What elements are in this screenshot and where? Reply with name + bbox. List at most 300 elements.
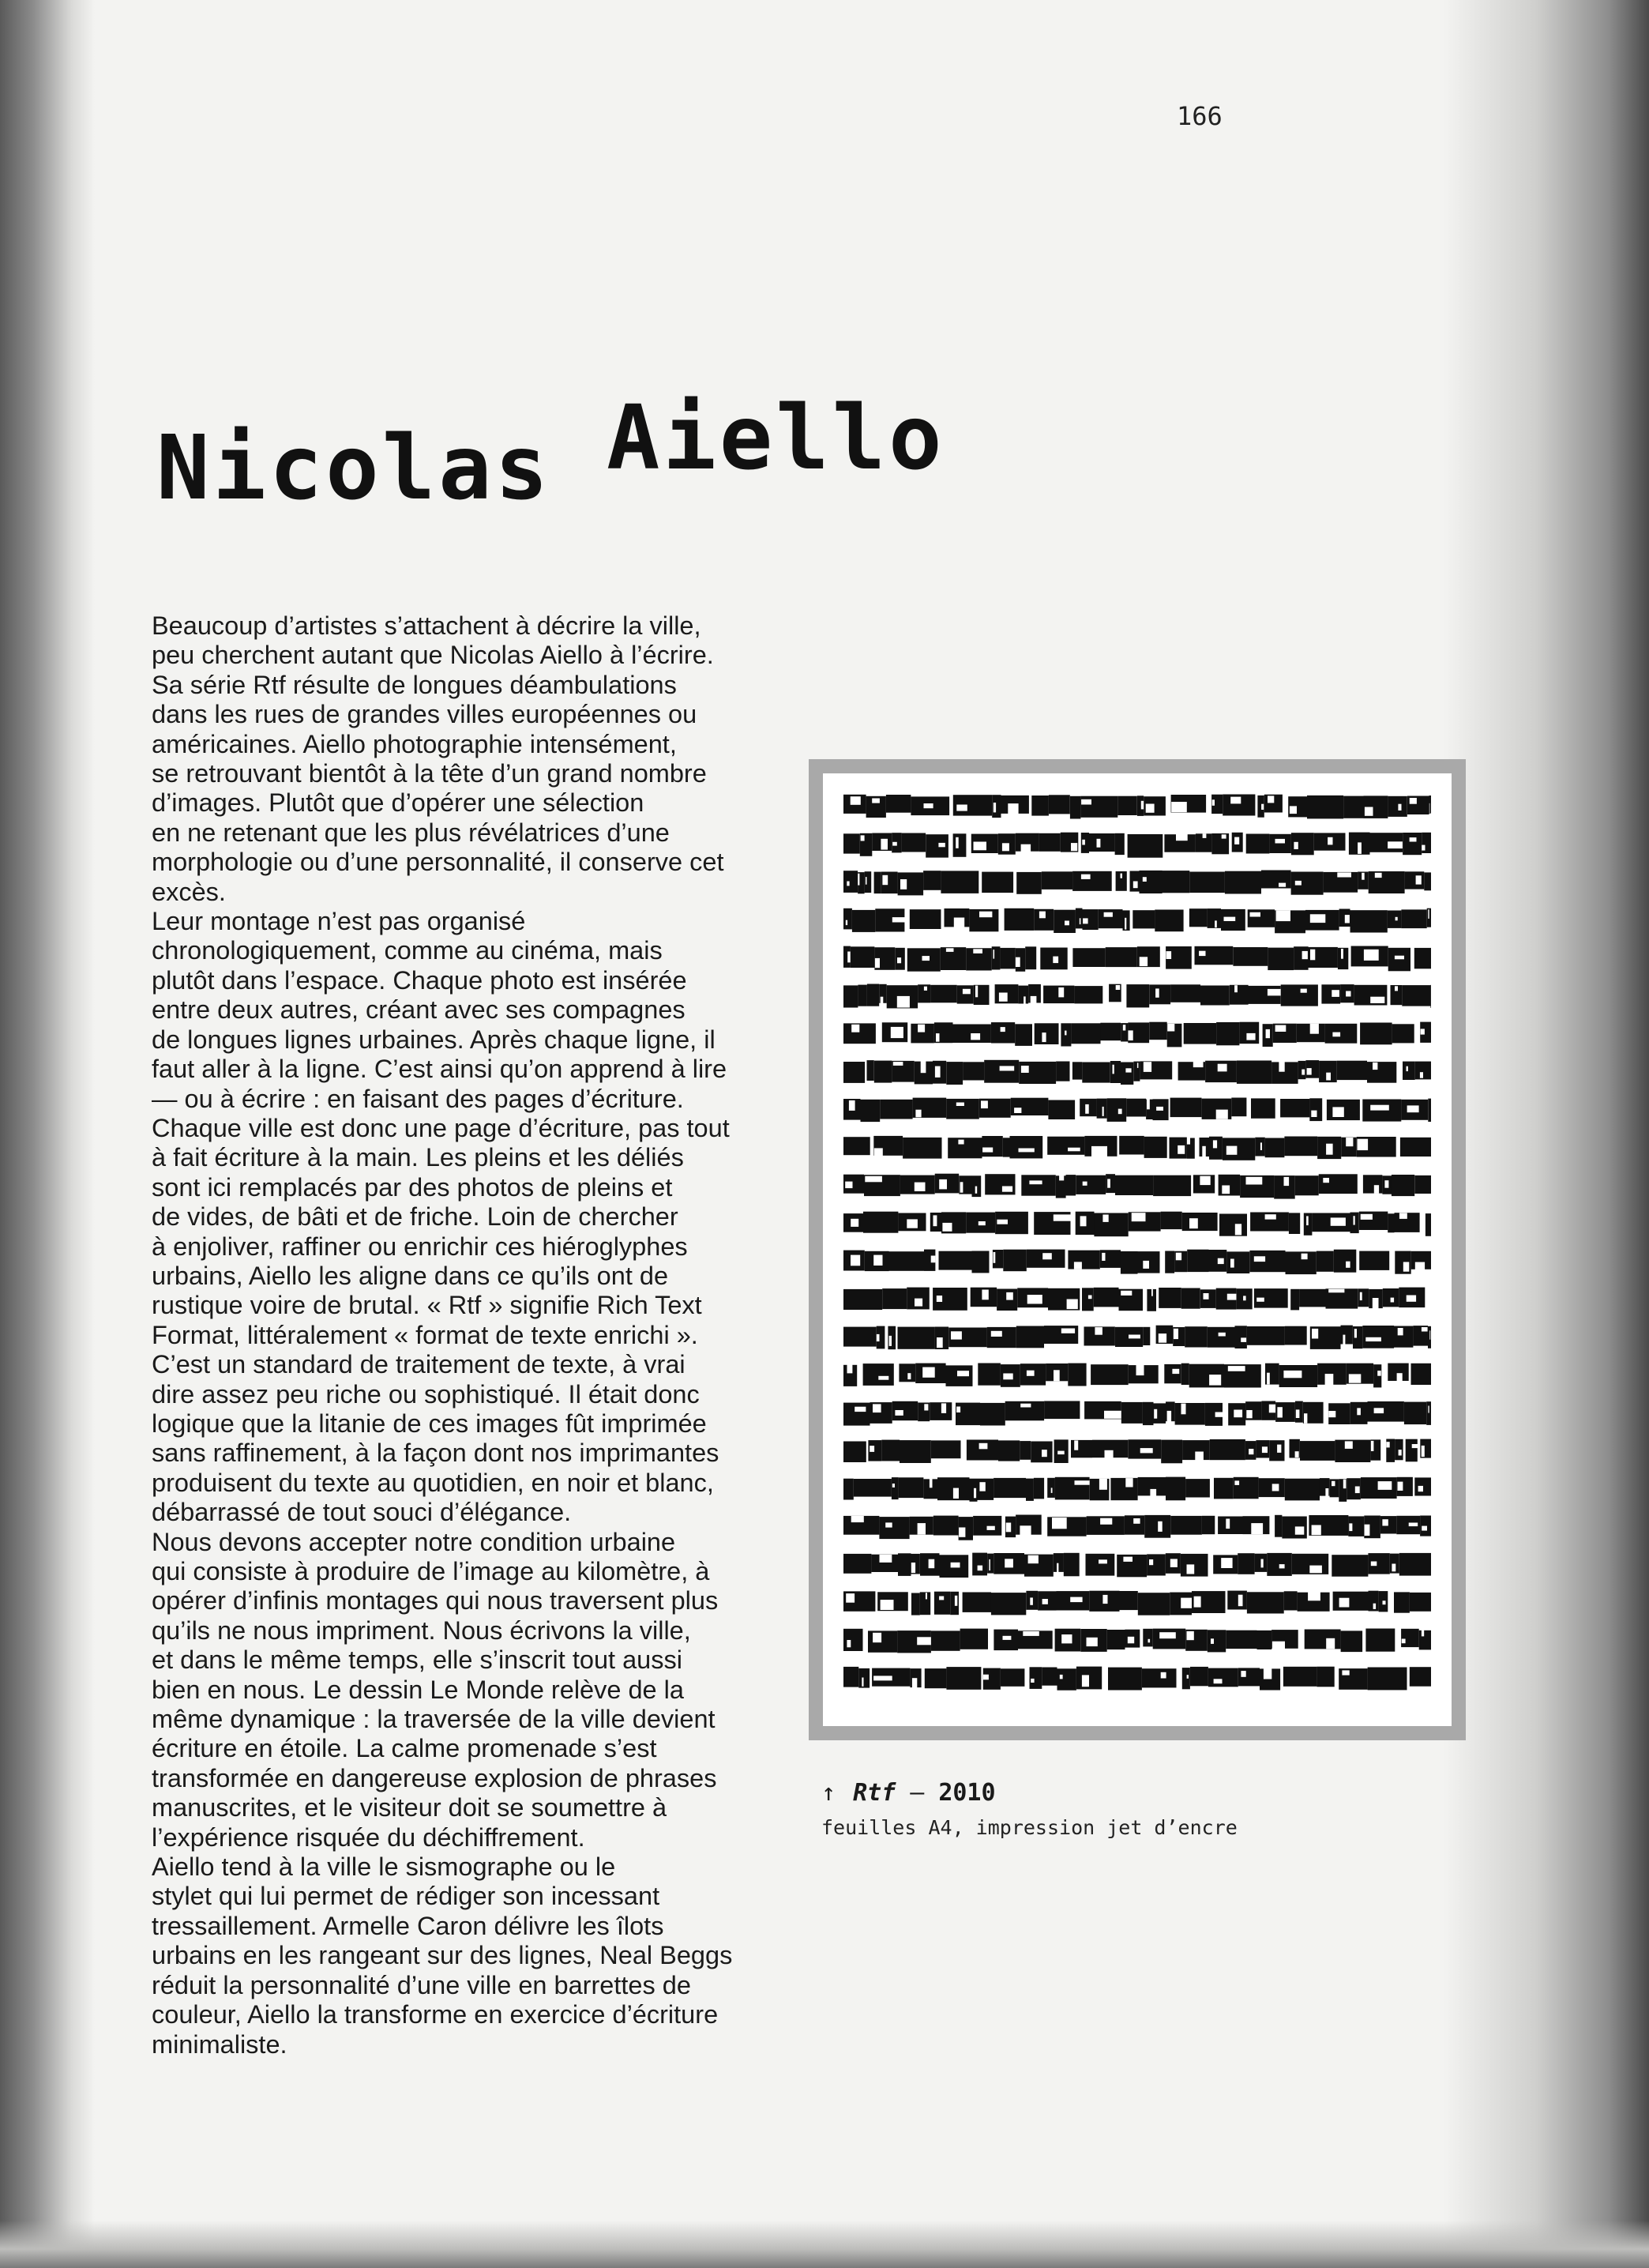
photo-highlight [878, 1376, 888, 1380]
photo-highlight [872, 799, 880, 803]
photo-highlight [1428, 909, 1429, 919]
body-line: urbains, Aiello les aligne dans ce qu’ils ont de [152, 1261, 669, 1290]
photo-fragment [1234, 1477, 1259, 1499]
photo-fragment [963, 1062, 984, 1080]
body-line: dans les rues de grandes villes européennes ou [152, 700, 697, 729]
photo-highlight [1129, 1335, 1140, 1339]
photo-highlight [858, 874, 859, 886]
photo-highlight [1399, 1450, 1402, 1455]
photo-fragment [1056, 1062, 1069, 1081]
photo-fragment [984, 1060, 1019, 1083]
photo-fragment [1072, 871, 1112, 891]
photo-strip [843, 908, 1431, 934]
photo-highlight [915, 1110, 921, 1118]
page-number: 166 [1177, 101, 1223, 131]
photo-highlight [877, 1334, 880, 1341]
photo-fragment [992, 946, 1001, 969]
body-line: minimaliste. [152, 2029, 287, 2059]
photo-fragment [982, 1136, 1002, 1157]
photo-highlight [1102, 1595, 1107, 1604]
photo-highlight [953, 1488, 959, 1499]
photo-highlight [851, 796, 861, 805]
body-line: entre deux autres, créant avec ses compagnes [152, 995, 686, 1025]
photo-highlight [1371, 1441, 1374, 1451]
photo-fragment [953, 833, 967, 857]
body-line: à fait écriture à la main. Les pleins et les déliés [152, 1143, 684, 1172]
photo-highlight [1155, 988, 1159, 997]
photo-highlight [1407, 1296, 1416, 1302]
photo-fragment [1414, 1175, 1431, 1194]
photo-highlight [946, 948, 954, 952]
photo-highlight [1150, 1489, 1156, 1500]
photo-fragment [1367, 1062, 1396, 1083]
body-line: Chaque ville est donc une page d’écriture, pas tout [152, 1113, 730, 1142]
photo-highlight [1290, 806, 1297, 814]
photo-highlight [1422, 845, 1425, 851]
photo-fragment [1430, 985, 1431, 1008]
photo-highlight [1020, 1525, 1031, 1536]
photo-fragment [1317, 1251, 1334, 1272]
photo-highlight [1429, 803, 1430, 813]
photo-fragment [1341, 1630, 1363, 1652]
photo-highlight [1019, 1149, 1035, 1153]
photo-highlight [1306, 1216, 1309, 1225]
photo-highlight [861, 835, 865, 841]
photo-highlight [1065, 1031, 1066, 1036]
photo-fragment [843, 985, 858, 1007]
photo-highlight [1346, 1138, 1353, 1146]
photo-strip [843, 1477, 1431, 1502]
photo-highlight [1422, 1327, 1428, 1332]
photo-highlight [1325, 1488, 1328, 1497]
photo-fragment [1284, 1591, 1298, 1610]
photo-highlight [1052, 1518, 1067, 1529]
photo-fragment [1335, 1440, 1370, 1462]
photo-highlight [1328, 837, 1332, 845]
photo-highlight [1410, 837, 1417, 841]
photo-highlight [1129, 1030, 1133, 1040]
photo-highlight [1222, 834, 1226, 838]
photo-fragment [858, 1668, 870, 1688]
photo-highlight [907, 1219, 918, 1228]
photo-fragment [1074, 986, 1102, 1003]
body-line: stylet qui lui permet de rédiger son incessant [152, 1882, 660, 1911]
photo-fragment [1410, 1667, 1431, 1687]
photo-highlight [1218, 1064, 1227, 1072]
photo-fragment [1161, 1212, 1182, 1229]
photo-fragment [1225, 871, 1261, 894]
photo-highlight [1279, 1062, 1284, 1072]
photo-highlight [1267, 1373, 1270, 1385]
photo-highlight [847, 1364, 853, 1373]
photo-fragment [863, 1212, 898, 1233]
photo-fragment [1187, 1250, 1208, 1272]
photo-fragment [1368, 1401, 1404, 1422]
photo-fragment [1175, 1403, 1205, 1425]
photo-highlight [1051, 1488, 1053, 1493]
photo-highlight [1054, 1370, 1060, 1381]
photo-fragment [1047, 1137, 1084, 1155]
photo-highlight [1373, 1298, 1379, 1309]
photo-strip [843, 946, 1431, 972]
photo-highlight [1174, 1329, 1178, 1339]
photo-fragment [956, 1403, 980, 1426]
photo-highlight [847, 882, 849, 886]
photo-highlight [931, 1256, 936, 1263]
photo-fragment [1414, 948, 1431, 969]
photo-highlight [1277, 1407, 1283, 1417]
photo-highlight [1042, 1253, 1052, 1259]
photo-fragment [1401, 1629, 1419, 1647]
photo-fragment [1049, 795, 1070, 814]
photo-highlight [978, 1566, 983, 1571]
photo-highlight [1158, 1521, 1163, 1532]
body-line: excès. [152, 877, 226, 906]
photo-highlight [1167, 1411, 1172, 1422]
photo-fragment [851, 946, 875, 968]
photo-highlight [1121, 1291, 1132, 1296]
photo-fragment [939, 1251, 972, 1270]
photo-strip [843, 1439, 1431, 1464]
photo-highlight [1360, 1292, 1362, 1300]
photo-highlight [1104, 912, 1113, 917]
body-line: l’expérience risquée du déchiffrement. [152, 1822, 585, 1852]
photo-highlight [1365, 807, 1373, 816]
photo-highlight [1140, 1448, 1153, 1453]
photo-highlight [1100, 1518, 1112, 1525]
photo-fragment [843, 1667, 858, 1687]
photo-highlight [1241, 1337, 1246, 1342]
photo-fragment [1247, 1326, 1285, 1345]
photo-highlight [1361, 1214, 1373, 1220]
photo-highlight [974, 1488, 976, 1499]
photo-highlight [851, 1255, 860, 1266]
photo-highlight [1355, 1487, 1360, 1494]
photo-highlight [1410, 798, 1417, 804]
photo-highlight [937, 1296, 942, 1302]
photo-highlight [1345, 915, 1350, 923]
photo-highlight [915, 1299, 922, 1307]
photo-fragment [1399, 1553, 1431, 1576]
photo-fragment [1144, 1137, 1167, 1158]
photo-fragment [1025, 946, 1036, 969]
photo-highlight [1295, 1451, 1299, 1457]
photo-highlight [979, 912, 992, 918]
photo-fragment [843, 871, 858, 893]
photo-fragment [1419, 1630, 1431, 1650]
photo-highlight [1024, 996, 1026, 1004]
photo-highlight [1308, 1592, 1320, 1600]
photo-fragment [881, 1440, 900, 1461]
caption-work-title: Rtf [853, 1779, 896, 1807]
photo-fragment [1227, 1591, 1247, 1610]
photo-highlight [1113, 1065, 1114, 1074]
photo-fragment [994, 1478, 1026, 1498]
photo-fragment [1119, 1136, 1144, 1155]
photo-highlight [1279, 1564, 1285, 1568]
photo-fragment [1076, 1667, 1102, 1690]
photo-fragment [1395, 1439, 1403, 1461]
photo-fragment [1133, 1062, 1140, 1081]
photo-fragment [874, 872, 881, 894]
photo-highlight [1121, 874, 1123, 878]
photo-fragment [900, 1440, 931, 1463]
photo-highlight [1161, 1672, 1166, 1679]
photo-strip [843, 1515, 1431, 1540]
photo-fragment [1125, 1515, 1144, 1534]
photo-highlight [1102, 1215, 1108, 1222]
photo-fragment [868, 1630, 897, 1652]
photo-highlight [1312, 1329, 1318, 1339]
photo-highlight [1181, 1598, 1192, 1608]
body-line: à enjoliver, raffiner ou enrichir ces hiéroglyphes [152, 1232, 688, 1261]
photo-highlight [1422, 1630, 1424, 1636]
photo-highlight [1256, 1298, 1264, 1302]
photo-highlight [1331, 1217, 1346, 1225]
photo-fragment [1426, 1401, 1431, 1425]
photo-highlight [982, 1290, 988, 1300]
photo-highlight [1212, 799, 1215, 806]
photo-highlight [851, 1025, 859, 1032]
photo-highlight [963, 989, 971, 995]
body-line: sans raffinement, à la façon dont nos imprimantes [152, 1439, 719, 1468]
photo-fragment [1307, 795, 1343, 819]
photo-fragment [1155, 910, 1183, 932]
photo-highlight [1235, 1224, 1241, 1235]
photo-highlight [951, 1331, 962, 1339]
photo-fragment [903, 1138, 941, 1159]
photo-highlight [1193, 1062, 1204, 1067]
photo-highlight [1332, 1481, 1335, 1486]
photo-strip [843, 1667, 1431, 1691]
photo-fragment [1021, 1175, 1056, 1195]
photo-highlight [1042, 1599, 1048, 1604]
photo-highlight [1354, 1216, 1355, 1224]
photo-highlight [1302, 1254, 1308, 1260]
photo-highlight [1234, 837, 1239, 844]
photo-fragment [1143, 1327, 1150, 1345]
photo-highlight [1373, 1063, 1377, 1070]
photo-fragment [1001, 1668, 1025, 1687]
photo-highlight [1001, 1027, 1005, 1032]
photo-fragment [931, 1440, 961, 1458]
photo-strip [843, 1288, 1425, 1311]
photo-highlight [1147, 1100, 1150, 1110]
photo-highlight [870, 1446, 874, 1452]
photo-fragment [1031, 1442, 1052, 1463]
photo-fragment [1120, 1591, 1138, 1610]
photo-highlight [1080, 918, 1081, 924]
photo-highlight [1230, 1259, 1234, 1268]
up-arrow-icon: ↑ [821, 1779, 836, 1807]
body-line: bien en nous. Le dessin Le Monde relève de la [152, 1675, 684, 1704]
photo-fragment [930, 1402, 952, 1420]
photo-highlight [889, 1336, 892, 1346]
photo-fragment [1317, 1667, 1334, 1687]
photo-highlight [1249, 1449, 1253, 1454]
body-line: réduit la personnalité d’une ville en barrettes de [152, 1970, 691, 1999]
photo-highlight [1295, 881, 1302, 886]
photo-highlight [1083, 918, 1088, 923]
photo-highlight [1125, 918, 1126, 930]
photo-fragment [1030, 1667, 1042, 1689]
photo-strip [843, 1098, 1431, 1123]
photo-fragment [933, 1516, 959, 1536]
photo-fragment [911, 1593, 920, 1615]
photo-highlight [922, 1367, 935, 1378]
photo-highlight [1067, 1299, 1078, 1310]
photo-highlight [880, 1555, 892, 1563]
photo-fragment [972, 1251, 990, 1273]
photo-highlight [1060, 1675, 1063, 1679]
photo-fragment [1143, 1402, 1154, 1425]
photo-fragment [1269, 1440, 1284, 1461]
photo-highlight [897, 996, 910, 1008]
photo-fragment [1392, 1024, 1414, 1043]
photo-fragment [1428, 1326, 1431, 1348]
photo-highlight [926, 1593, 927, 1599]
photo-highlight [1371, 1562, 1377, 1567]
photo-highlight [1392, 1564, 1395, 1572]
photo-highlight [958, 1140, 963, 1145]
photo-highlight [939, 1179, 947, 1190]
photo-fragment [1138, 1593, 1170, 1615]
photo-fragment [1359, 1251, 1389, 1270]
photo-highlight [979, 1443, 988, 1450]
photo-fragment [1121, 1402, 1143, 1424]
photo-highlight [1200, 1176, 1210, 1185]
photo-fragment [892, 1477, 899, 1499]
photo-highlight [1074, 1440, 1078, 1450]
photo-fragment [1165, 1251, 1174, 1273]
photo-highlight [1354, 1329, 1357, 1337]
photo-highlight [1407, 1105, 1419, 1112]
photo-highlight [994, 950, 995, 959]
photo-strip [843, 1174, 1431, 1199]
photo-fragment [880, 1100, 912, 1119]
photo-highlight [1296, 1409, 1300, 1418]
photo-highlight [918, 1025, 925, 1032]
photo-highlight [973, 949, 982, 953]
photo-fragment [1026, 1479, 1034, 1501]
photo-fragment [1121, 1063, 1133, 1085]
photo-highlight [1082, 1675, 1089, 1687]
photo-highlight [989, 1559, 990, 1570]
photo-fragment [1185, 1326, 1208, 1347]
photo-fragment [1341, 1326, 1353, 1345]
photo-highlight [1294, 842, 1298, 849]
photo-highlight [1057, 1451, 1065, 1455]
photo-fragment [1369, 871, 1405, 893]
photo-strip [843, 1060, 1431, 1085]
photo-highlight [1310, 950, 1315, 961]
photo-highlight [1082, 840, 1085, 845]
body-line: d’images. Plutôt que d’opérer une sélection [152, 788, 644, 818]
photo-highlight [956, 805, 967, 811]
photo-highlight [1275, 1025, 1287, 1032]
photo-fragment [898, 1327, 935, 1349]
photo-fragment [1388, 1213, 1394, 1232]
photo-fragment [882, 1288, 907, 1309]
photo-fragment [1190, 1667, 1208, 1686]
photo-fragment [1115, 1175, 1153, 1195]
photo-highlight [851, 1219, 858, 1227]
photo-fragment [1309, 1098, 1322, 1121]
photo-fragment [1005, 908, 1035, 931]
photo-fragment [1211, 833, 1229, 854]
photo-fragment [843, 1442, 866, 1463]
photo-highlight [957, 1371, 969, 1376]
photo-highlight [1332, 1107, 1343, 1117]
photo-highlight [924, 987, 927, 991]
scan-shadow-right [1444, 0, 1649, 2268]
photo-highlight [1085, 1104, 1089, 1114]
photo-fragment [1360, 1023, 1392, 1045]
photo-highlight [991, 1331, 1002, 1337]
photo-highlight [1080, 1216, 1087, 1226]
body-line: Nous devons accepter notre condition urbaine [152, 1527, 676, 1556]
photo-highlight [1234, 1480, 1239, 1485]
photo-highlight [1346, 1262, 1350, 1268]
photo-fragment [1121, 1251, 1138, 1274]
photo-fragment [1106, 1174, 1115, 1193]
photo-fragment [843, 1289, 882, 1310]
photo-highlight [1203, 833, 1207, 838]
photo-fragment [1039, 833, 1061, 852]
photo-highlight [1358, 842, 1362, 854]
photo-highlight [1301, 989, 1307, 993]
photo-highlight [1215, 1412, 1223, 1417]
photo-highlight [1099, 1559, 1107, 1563]
photo-fragment [852, 910, 875, 932]
photo-highlight [1241, 1671, 1245, 1677]
photo-fragment [843, 833, 860, 853]
photo-highlight [846, 920, 847, 925]
caption-year: 2010 [938, 1779, 996, 1807]
photo-fragment [1332, 1555, 1368, 1577]
scan-shadow-bottom [0, 2221, 1649, 2268]
photo-fragment [863, 1363, 894, 1386]
photo-highlight [1269, 1405, 1276, 1413]
photo-fragment [1107, 1630, 1125, 1649]
photo-fragment [1280, 1099, 1309, 1117]
photo-highlight [1171, 802, 1187, 812]
photo-highlight [1409, 1523, 1418, 1527]
photo-highlight [1398, 1482, 1403, 1491]
photo-fragment [1110, 1061, 1121, 1083]
photo-fragment [1082, 1288, 1094, 1311]
photo-highlight [1332, 990, 1339, 997]
photo-fragment [1068, 1251, 1099, 1269]
photo-fragment [1233, 947, 1268, 966]
photo-fragment [1164, 1364, 1181, 1383]
photo-fragment [861, 1100, 881, 1122]
photo-highlight [1116, 985, 1121, 990]
photo-highlight [1178, 1145, 1185, 1154]
photo-highlight [1075, 1480, 1090, 1485]
photo-highlight [862, 1678, 863, 1687]
photo-highlight [846, 1593, 855, 1603]
photo-fragment [874, 1061, 892, 1083]
photo-highlight [1031, 1679, 1034, 1683]
photo-fragment [1210, 1439, 1245, 1460]
photo-fragment [1394, 1592, 1410, 1612]
photo-highlight [1187, 1631, 1194, 1640]
photo-highlight [1149, 1559, 1153, 1565]
photo-fragment [1290, 1289, 1299, 1311]
photo-fragment [1094, 1213, 1128, 1237]
photo-fragment [1305, 1630, 1341, 1649]
